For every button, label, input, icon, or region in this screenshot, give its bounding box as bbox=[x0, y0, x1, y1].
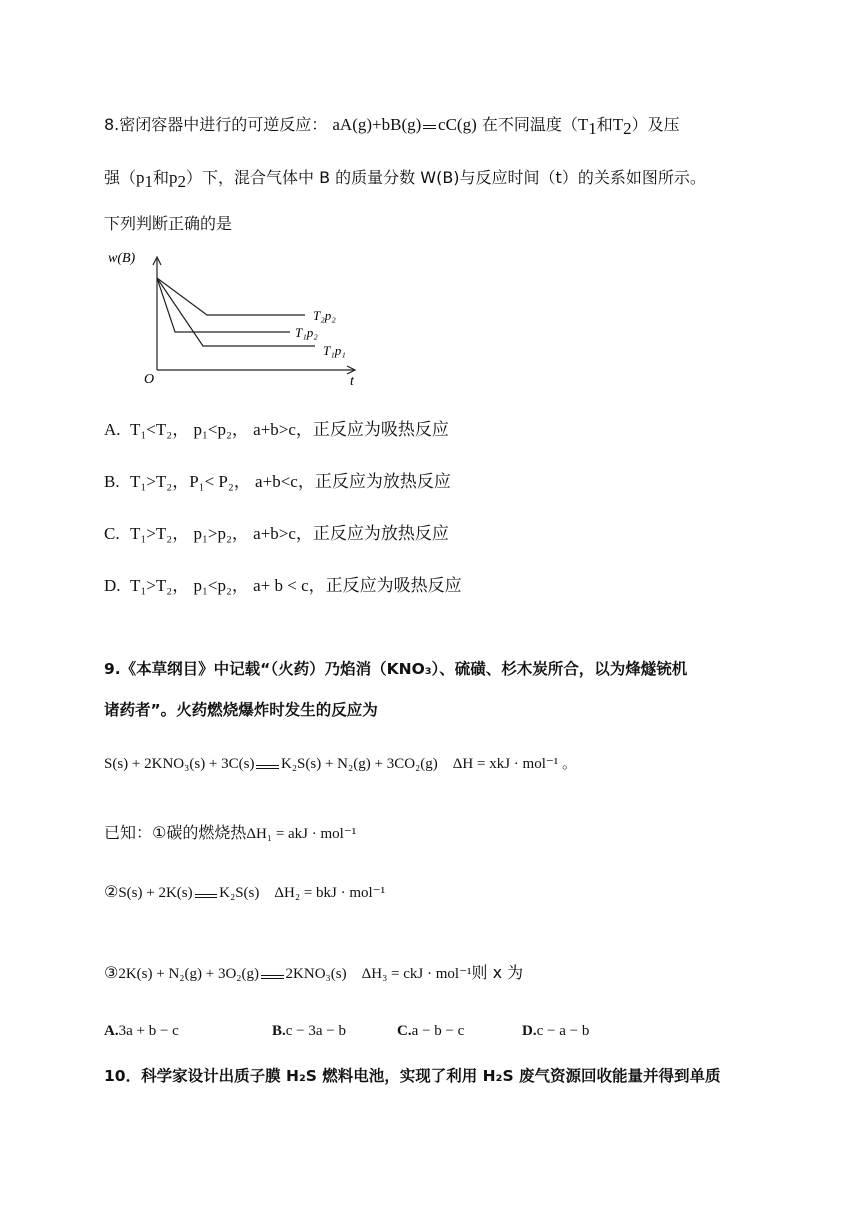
eq3-equals bbox=[259, 966, 286, 983]
q8-text-end: ）及压 bbox=[631, 115, 680, 134]
q8-prefix: 8.密闭容器中进行的可逆反应： bbox=[104, 115, 328, 134]
q9-line-1: 9.《本草纲目》中记载“（火药）乃焰消（KNO₃）、硫磺、杉木炭所合，以为烽燧铳机 bbox=[104, 660, 688, 678]
circled-2: ② bbox=[104, 882, 119, 901]
known-prefix: 已知：①碳的燃烧热 bbox=[104, 823, 247, 842]
option-label: A. bbox=[104, 1023, 119, 1039]
graph-xlabel: t bbox=[350, 374, 354, 389]
p1-sub: 1 bbox=[144, 172, 154, 192]
reaction-right: K₂S(s) + N₂(g) + 3CO₂(g) bbox=[280, 756, 438, 772]
curve-T2p2 bbox=[157, 278, 305, 315]
q8-text: 在不同温度（ bbox=[476, 115, 578, 134]
curve-T1p2 bbox=[157, 278, 290, 332]
q9-known-1 bbox=[104, 820, 356, 843]
q9-option-d bbox=[522, 1023, 589, 1040]
option-text: 3a + b − c bbox=[118, 1023, 179, 1039]
q8-product: cC(g) bbox=[438, 115, 477, 134]
option-text: a − b − c bbox=[411, 1023, 465, 1039]
option-text: c − 3a − b bbox=[285, 1023, 346, 1039]
option-text: T₁<T₂， p₁<p₂， a+b>c，正反应为吸热反应 bbox=[130, 420, 449, 439]
q9-reaction bbox=[104, 752, 577, 773]
option-text: T₁>T₂，P₁< P₂， a+b<c，正反应为放热反应 bbox=[130, 472, 451, 491]
q8-option-b bbox=[104, 467, 451, 492]
option-label: C. bbox=[397, 1023, 412, 1039]
curve-T1p1 bbox=[157, 278, 315, 346]
and-text: 和 bbox=[153, 168, 170, 187]
q9-known-2 bbox=[104, 882, 385, 902]
reaction-equals bbox=[254, 756, 281, 773]
p2-sub: 2 bbox=[177, 172, 187, 192]
q9-known-3 bbox=[104, 960, 523, 983]
eq3-suffix: 则 x 为 bbox=[471, 963, 524, 982]
q8-option-c bbox=[104, 519, 449, 544]
q8-line-3: 下列判断正确的是 bbox=[104, 214, 233, 233]
q9-option-b bbox=[272, 1023, 346, 1040]
T1-sub: 1 bbox=[588, 119, 597, 139]
option-label: D. bbox=[522, 1023, 537, 1039]
option-label: C. bbox=[104, 524, 120, 543]
circled-3: ③ bbox=[104, 963, 119, 982]
curve-label-T1p1: T₁p₁ bbox=[323, 343, 346, 358]
p1: p bbox=[136, 168, 145, 187]
eq3-dh: ΔH₃ = ckJ · mol⁻¹ bbox=[361, 966, 472, 982]
known-1-dh: ΔH₁ = akJ · mol⁻¹ bbox=[246, 826, 357, 842]
eq3-left: 2K(s) + N₂(g) + 3O₂(g) bbox=[118, 966, 260, 982]
T2-sub: 2 bbox=[623, 119, 632, 139]
reaction-left: S(s) + 2KNO₃(s) + 3C(s) bbox=[104, 756, 255, 772]
curve-label-T2p2: T₂p₂ bbox=[313, 308, 336, 323]
eq3-right: 2KNO₃(s) bbox=[285, 966, 347, 982]
eq2-right: K₂S(s) bbox=[219, 885, 260, 901]
eq2-left: S(s) + 2K(s) bbox=[118, 885, 193, 901]
eq2-dh: ΔH₂ = bkJ · mol⁻¹ bbox=[274, 885, 386, 901]
q9-option-a bbox=[104, 1023, 179, 1040]
option-text: T₁>T₂， p₁<p₂， a+ b < c，正反应为吸热反应 bbox=[130, 576, 462, 595]
option-text: c − a − b bbox=[536, 1023, 590, 1039]
equilibrium-sign bbox=[421, 115, 438, 135]
q10-line-1: 10．科学家设计出质子膜 H₂S 燃料电池，实现了利用 H₂S 废气资源回收能量并得到单质 bbox=[104, 1067, 721, 1085]
option-label: D. bbox=[104, 576, 121, 595]
q9-option-c bbox=[397, 1023, 464, 1040]
q9-line-2: 诸药者”。火药燃烧爆炸时发生的反应为 bbox=[104, 701, 378, 719]
p2: p bbox=[169, 168, 178, 187]
q8-line-1 bbox=[104, 112, 680, 139]
q8-line-2 bbox=[104, 165, 706, 192]
eq2-equals bbox=[193, 885, 220, 902]
graph-origin: O bbox=[144, 372, 155, 387]
q8-reactants: aA(g)+bB(g) bbox=[332, 115, 422, 134]
option-label: B. bbox=[272, 1023, 286, 1039]
option-label: A. bbox=[104, 420, 121, 439]
and-text: 和 bbox=[596, 115, 613, 134]
curve-label-T1p2: T₁p₂ bbox=[295, 325, 318, 340]
graph-ylabel: w(B) bbox=[108, 251, 136, 266]
q8-text: 强（ bbox=[104, 168, 137, 187]
T1: T bbox=[577, 115, 589, 134]
reaction-dh: ΔH = xkJ · mol⁻¹ 。 bbox=[452, 756, 578, 772]
option-label: B. bbox=[104, 472, 120, 491]
q8-text: ）下，混合气体中 B 的质量分数 W(B)与反应时间（t）的关系如图所示。 bbox=[186, 168, 706, 187]
q8-option-d bbox=[104, 571, 462, 596]
q8-option-a bbox=[104, 415, 449, 440]
option-text: T₁>T₂， p₁>p₂， a+b>c，正反应为放热反应 bbox=[130, 524, 449, 543]
wB-time-graph bbox=[100, 245, 370, 390]
T2: T bbox=[612, 115, 624, 134]
